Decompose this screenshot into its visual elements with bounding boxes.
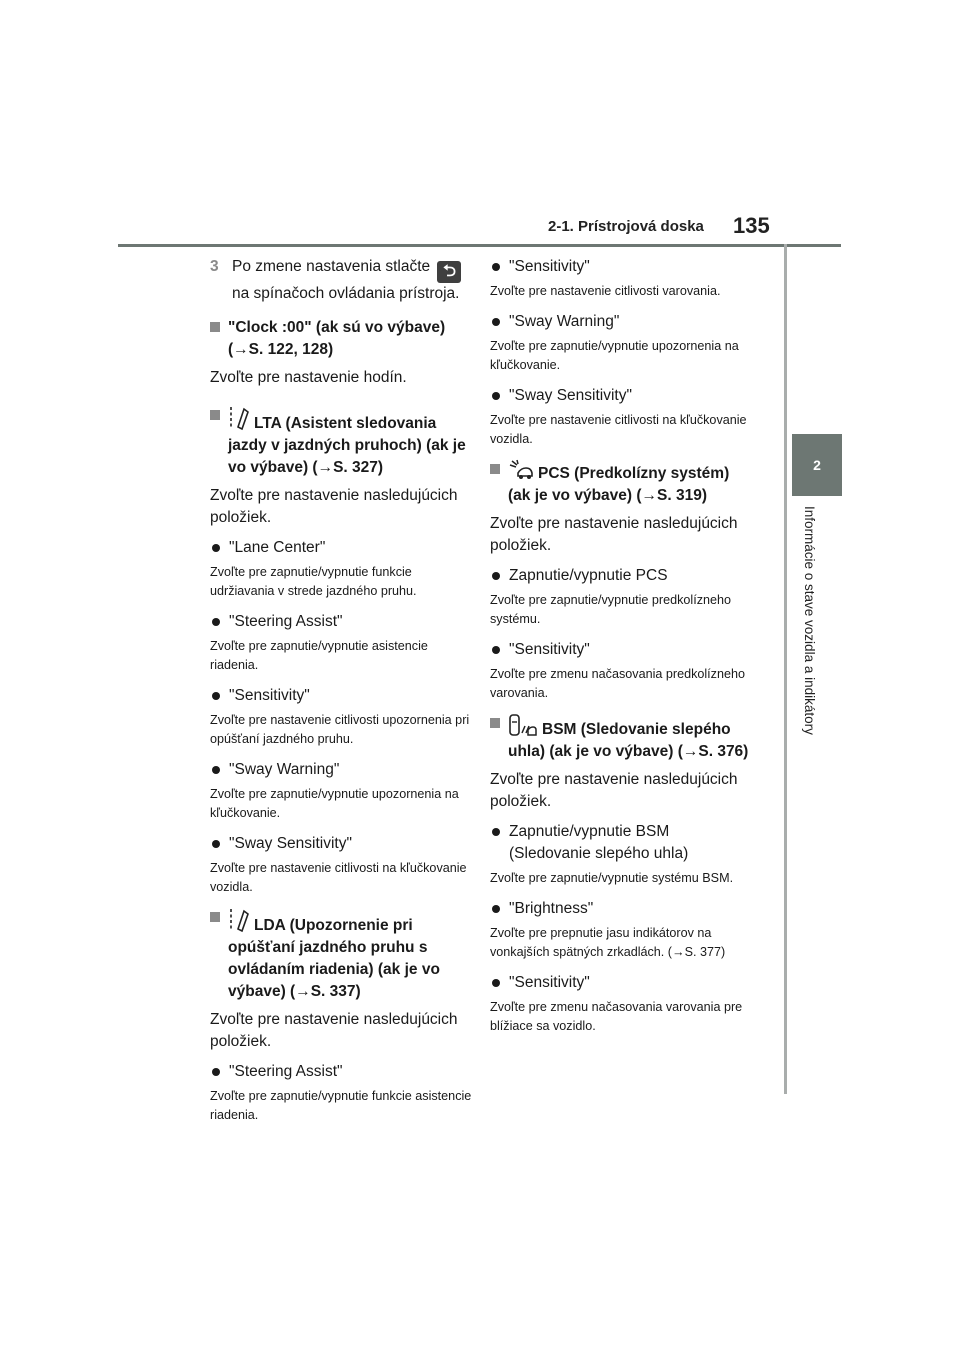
list-item: "Sensitivity" xyxy=(490,972,754,994)
blind-spot-icon xyxy=(508,713,538,737)
list-item: "Sway Sensitivity" xyxy=(210,833,472,855)
pcs-intro: Zvoľte pre nastavenie nasledujúcich položiek. xyxy=(490,515,738,554)
item-description: Zvoľte pre zapnutie/vypnutie systému BSM. xyxy=(490,871,734,885)
header-rule xyxy=(118,244,841,247)
item-description: Zvoľte pre zapnutie/vypnutie predkolízneho systému. xyxy=(490,593,732,626)
item-description: Zvoľte pre zmenu načasovania varovania pre blížiace sa vozidlo. xyxy=(490,1000,743,1033)
item-description: Zvoľte pre zapnutie/vypnutie funkcie asistencie riadenia. xyxy=(210,1089,472,1122)
list-item: "Sway Warning" xyxy=(490,311,754,333)
clock-intro: Zvoľte pre nastavenie hodín. xyxy=(210,369,407,386)
list-item: Zapnutie/vypnutie PCS xyxy=(490,565,754,587)
list-item: "Sensitivity" xyxy=(490,256,754,278)
right-column xyxy=(490,256,754,1046)
lane-assist-icon xyxy=(228,405,250,431)
left-column xyxy=(210,256,472,1135)
list-item: "Steering Assist" xyxy=(210,611,472,633)
return-icon: ⮌ xyxy=(437,261,461,283)
item-description: Zvoľte pre zapnutie/vypnutie funkcie udržiavania v strede jazdného pruhu. xyxy=(210,565,417,598)
item-description: Zvoľte pre nastavenie citlivosti upozornenia pri opúšťaní jazdného pruhu. xyxy=(210,713,470,746)
bsm-heading xyxy=(490,713,754,763)
section-title: 2-1. Prístrojová doska xyxy=(548,218,704,235)
list-item: "Sway Sensitivity" xyxy=(490,385,754,407)
side-rule xyxy=(784,244,787,1094)
pre-collision-icon xyxy=(508,459,534,481)
step-number: 3 xyxy=(210,258,219,275)
lta-heading-text: LTA (Asistent sledovania jazdy v jazdných pruhoch) (ak je vo výbave) (→S. 327) xyxy=(228,415,466,476)
clock-heading: "Clock :00" (ak sú vo výbave) (→S. 122, 128) xyxy=(210,317,472,361)
item-description: Zvoľte pre zapnutie/vypnutie asistencie riadenia. xyxy=(210,639,428,672)
item-description: Zvoľte pre zmenu načasovania predkolízneho varovania. xyxy=(490,667,745,700)
chapter-label: Informácie o stave vozidla a indikátory xyxy=(802,506,817,735)
item-description: Zvoľte pre nastavenie citlivosti na kľučkovanie vozidla. xyxy=(490,413,747,446)
chapter-tab: 2 xyxy=(792,434,842,496)
list-item: "Sway Warning" xyxy=(210,759,472,781)
step-text-after: na spínačoch ovládania prístroja. xyxy=(232,285,460,302)
list-item: Zapnutie/vypnutie BSM (Sledovanie slepého uhla) xyxy=(490,821,754,865)
pcs-heading xyxy=(490,459,754,507)
pcs-heading-text: PCS (Predkolízny systém) (ak je vo výbave) (→S. 319) xyxy=(508,465,730,504)
step-text-before: Po zmene nastavenia stlačte xyxy=(232,258,431,275)
lta-heading xyxy=(210,405,472,479)
list-item: "Sensitivity" xyxy=(490,639,754,661)
lda-heading-text: LDA (Upozornenie pri opúšťaní jazdného pruhu s ovládaním riadenia) (ak je vo výbave) (→S. 337) xyxy=(228,917,440,1000)
item-description: Zvoľte pre nastavenie citlivosti na kľučkovanie vozidla. xyxy=(210,861,467,894)
list-item: "Brightness" xyxy=(490,898,754,920)
lda-heading xyxy=(210,907,472,1003)
item-description: Zvoľte pre nastavenie citlivosti varovania. xyxy=(490,284,721,298)
list-item: "Lane Center" xyxy=(210,537,472,559)
bsm-intro: Zvoľte pre nastavenie nasledujúcich položiek. xyxy=(490,771,738,810)
page-number: 135 xyxy=(733,213,770,238)
lta-intro: Zvoľte pre nastavenie nasledujúcich položiek. xyxy=(210,487,458,526)
step-3 xyxy=(210,256,472,305)
item-description: Zvoľte pre zapnutie/vypnutie upozornenia na kľučkovanie. xyxy=(490,339,739,372)
item-description: Zvoľte pre zapnutie/vypnutie upozornenia na kľučkovanie. xyxy=(210,787,459,820)
bsm-heading-text: BSM (Sledovanie slepého uhla) (ak je vo výbave) (→S. 376) xyxy=(508,721,749,760)
lane-departure-icon xyxy=(228,907,250,933)
item-description: Zvoľte pre prepnutie jasu indikátorov na vonkajších spätných zrkadlách. (→S. 377) xyxy=(490,926,726,959)
lda-intro: Zvoľte pre nastavenie nasledujúcich položiek. xyxy=(210,1011,458,1050)
list-item: "Sensitivity" xyxy=(210,685,472,707)
list-item: "Steering Assist" xyxy=(210,1061,472,1083)
